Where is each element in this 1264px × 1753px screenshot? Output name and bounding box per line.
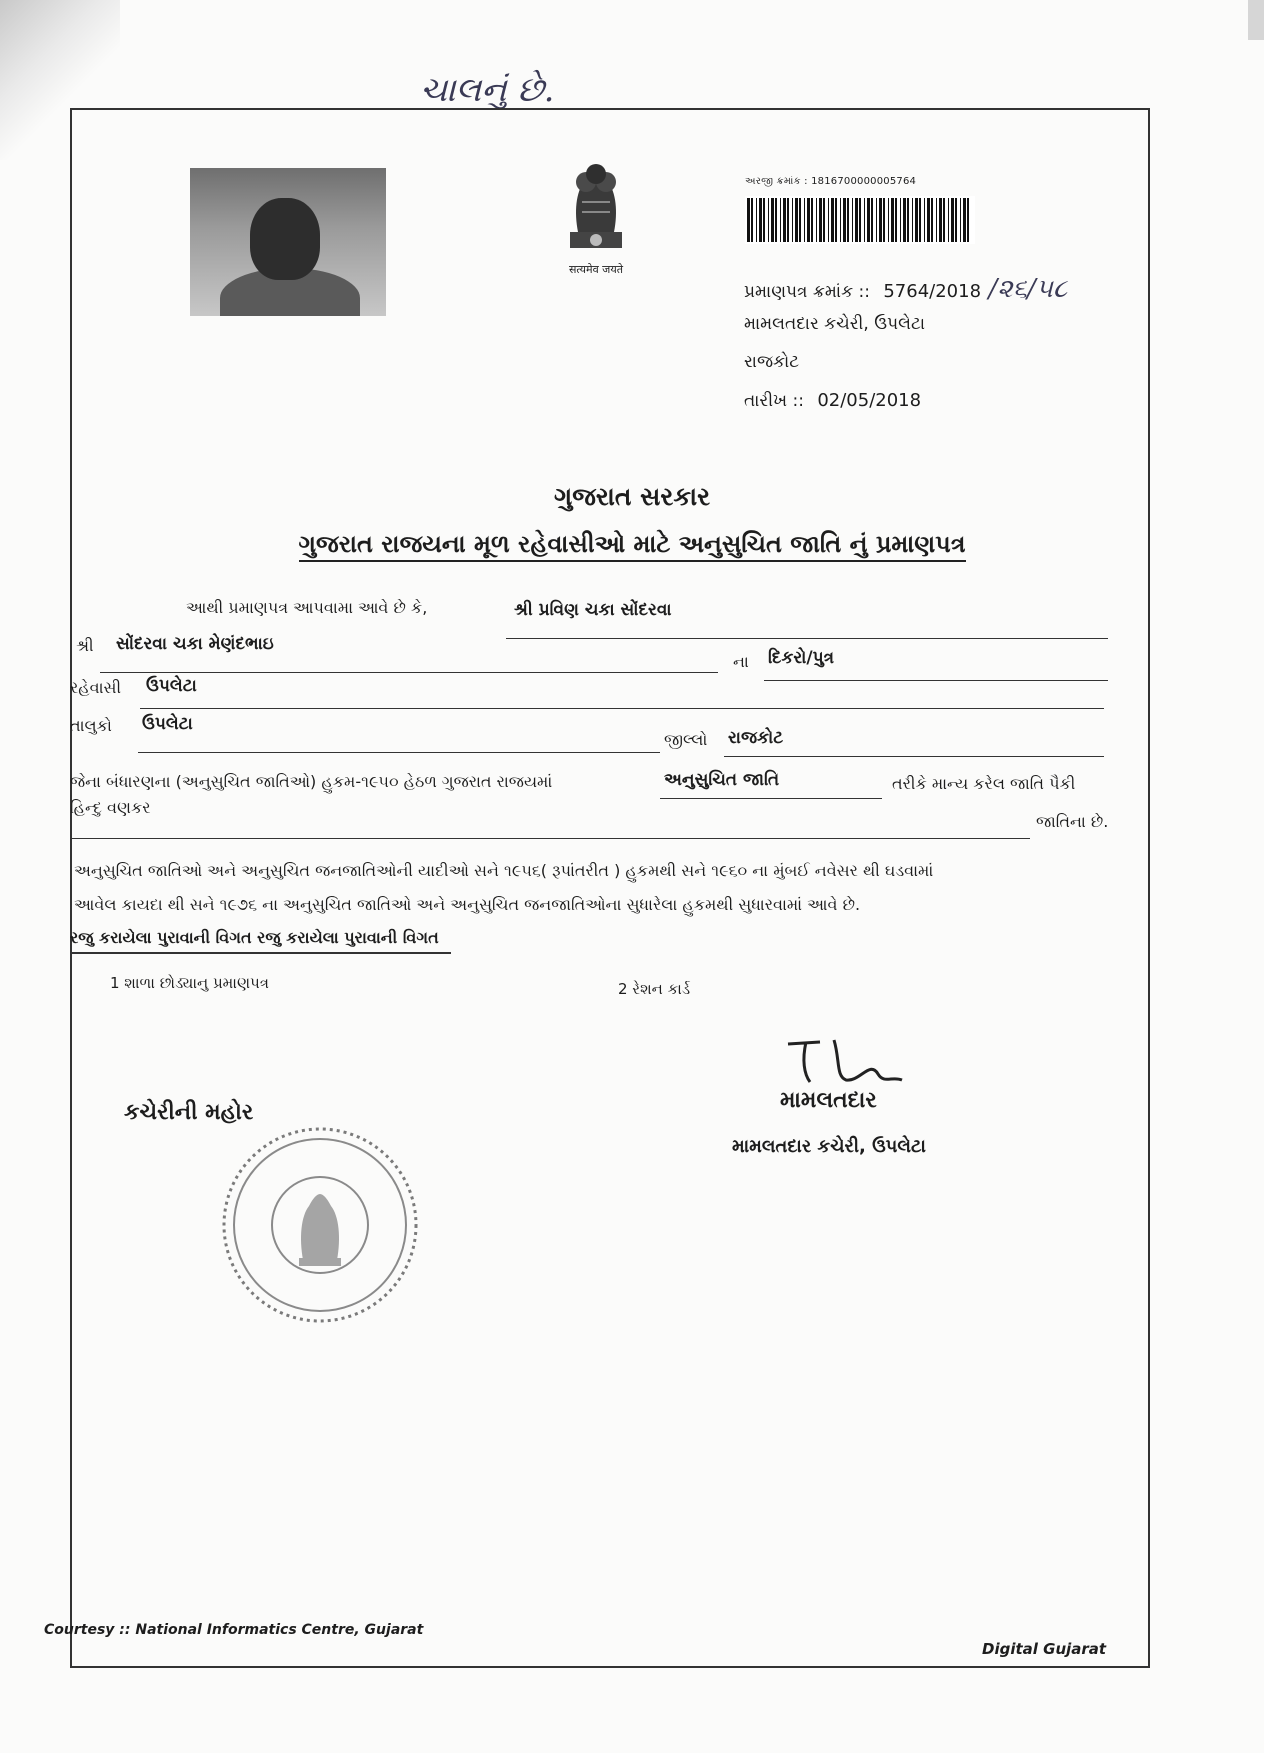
name-underline	[506, 638, 1108, 639]
certificate-title	[0, 530, 1264, 558]
resident-label: રહેવાસી	[70, 678, 122, 697]
document-item-2: 2 રેશન કાર્ડ	[618, 980, 691, 998]
applicant-photo	[190, 168, 386, 316]
recognized-text: તરીકે માન્ય કરેલ જાતિ પૈકી	[892, 774, 1076, 793]
order-text: જેના બંધારણના (અનુસુચિત જાતિઓ) હુકમ-૧૯૫૦ હેઠળ ગુજરાત રાજયમાં	[70, 772, 553, 791]
scan-edge	[1248, 0, 1264, 40]
category-value: અનુસુચિત જાતિ	[664, 770, 780, 790]
district-label: જીલ્લો	[664, 730, 708, 749]
issue-date-row	[744, 390, 921, 411]
documents-heading: રજુ કરાયેલા પુરાવાની વિગત રજુ કરાયેલા પુરાવાની વિગત	[70, 928, 451, 954]
caste-underline	[70, 838, 1030, 839]
district-value: રાજકોટ	[728, 728, 784, 748]
issuing-district: રાજકોટ	[744, 352, 800, 372]
office-seal-icon	[215, 1120, 425, 1330]
seal-label: કચેરીની મહોર	[124, 1100, 254, 1125]
resident-value: ઉપલેટા	[146, 676, 197, 696]
certificate-number-label: પ્રમાણપત્ર ક્રમાંક ::	[744, 282, 870, 302]
taluka-underline	[138, 752, 660, 753]
signature-icon	[780, 1030, 910, 1090]
father-underline	[100, 672, 718, 673]
emblem-motto: सत्यमेव जयते	[568, 263, 623, 276]
category-underline	[660, 798, 882, 799]
government-title: ગુજરાત સરકાર	[553, 482, 711, 511]
taluka-value: ઉપલેટા	[142, 714, 193, 734]
intro-label: આથી પ્રમાણપત્ર આપવામા આવે છે કે,	[186, 598, 428, 617]
father-prefix: શ્રી	[76, 636, 94, 655]
relation-label: ના	[733, 652, 749, 671]
resident-underline	[140, 708, 1104, 709]
national-emblem-icon	[548, 152, 644, 256]
signatory-title: મામલતદાર	[780, 1088, 877, 1113]
footer-courtesy: Courtesy :: National Informatics Centre, Gujarat	[44, 1622, 424, 1638]
barcode-icon	[745, 196, 975, 244]
document-item-1: 1 શાળા છોડ્યાનુ પ્રમાણપત્ર	[110, 974, 269, 992]
caste-suffix: જાતિના છે.	[1036, 812, 1109, 831]
father-name: સોંદરવા ચકા મેણંદભાઇ	[116, 634, 274, 654]
relation-value: દિકરો/પુત્ર	[768, 648, 835, 668]
handwritten-note: ચાલનું છે.	[420, 70, 555, 110]
taluka-label: તાલુકો	[70, 716, 112, 735]
signatory-office: મામલતદાર કચેરી, ઉપલેટા	[732, 1136, 926, 1157]
issuing-office: મામલતદાર કચેરી, ઉપલેટા	[744, 314, 926, 334]
legal-paragraph	[74, 854, 1094, 922]
district-underline	[724, 756, 1104, 757]
legal-paragraph-line2: આવેલ કાયદા થી સને ૧૯૭૬ ના અનુસુચિત જાતિઓ અને અનુસુચિત જનજાતિઓના સુધારેલા હુકમથી સુધારવામાં આવે છે.	[74, 895, 861, 914]
issue-date: 02/05/2018	[817, 390, 922, 411]
caste-value: હિન્દુ વણકર	[70, 798, 151, 817]
certificate-number: 5764/2018	[883, 281, 982, 302]
certificate-number-handwritten: /૨૬/૫૮	[988, 274, 1068, 304]
issue-date-label: તારીખ ::	[744, 391, 804, 411]
relation-underline	[764, 680, 1108, 681]
certificate-title-text: ગુજરાત રાજયના મૂળ રહેવાસીઓ માટે અનુસુચિત જાતિ નું પ્રમાણપત્ર	[299, 530, 966, 562]
legal-paragraph-line1: અનુસુચિત જાતિઓ અને અનુસુચિત જનજાતિઓની યાદીઓ સને ૧૯૫૬( રૂપાંતરીત ) હુકમથી સને ૧૯૬૦ ના મુંબઈ નવેસર થી ઘડવામાં	[74, 861, 934, 880]
application-number: અરજી ક્રમાંક : 1816700000005764	[745, 176, 917, 187]
applicant-name: શ્રી પ્રવિણ ચકા સોંદરવા	[514, 600, 672, 620]
certificate-number-row	[744, 274, 1067, 305]
footer-brand: Digital Gujarat	[982, 1640, 1107, 1658]
